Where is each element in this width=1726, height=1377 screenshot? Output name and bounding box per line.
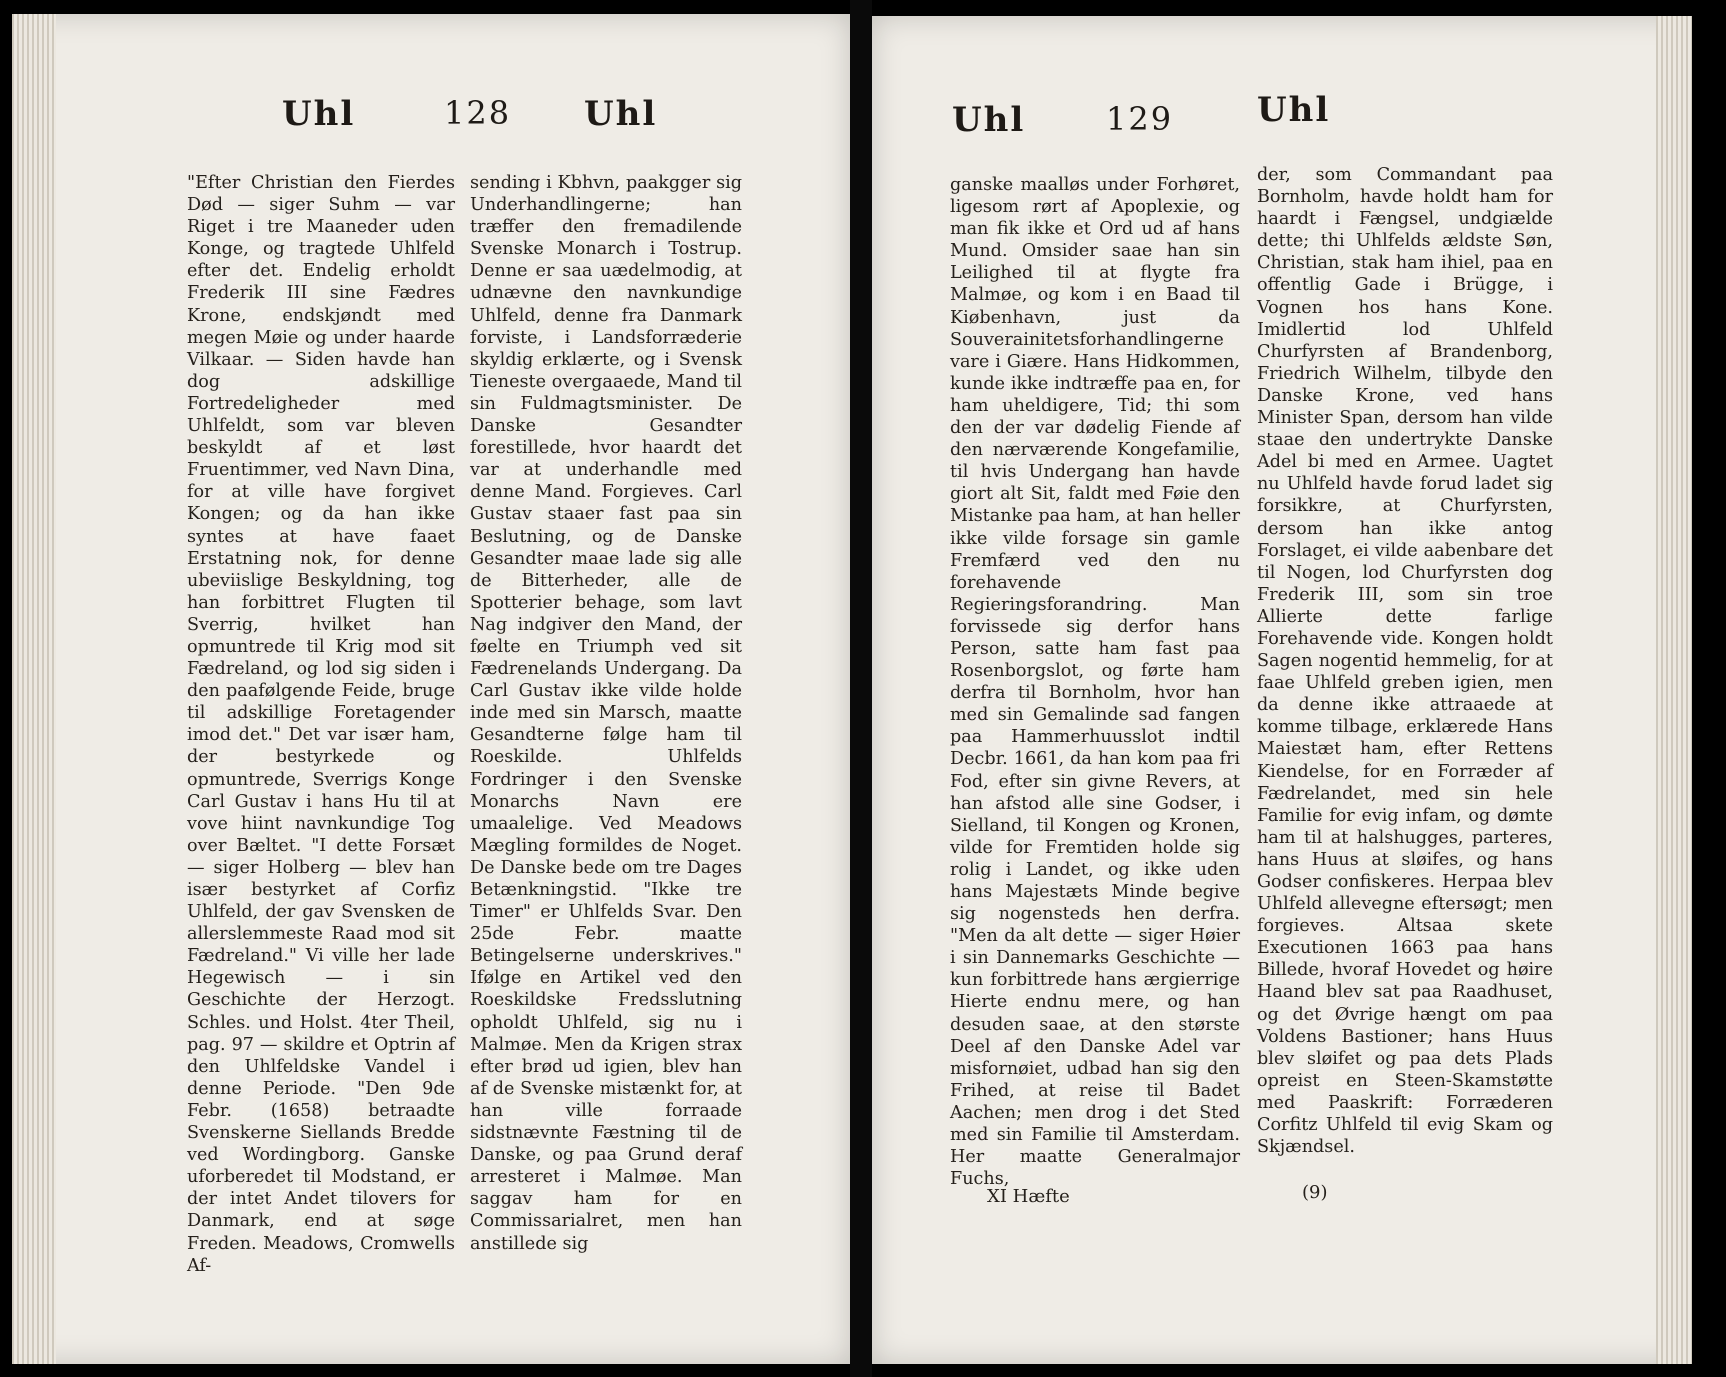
text-column-2 [470, 172, 742, 1255]
running-head-right: Uhl [584, 94, 658, 134]
page-edge-left [12, 14, 56, 1364]
text-column-1 [950, 174, 1240, 1190]
running-head-right: Uhl [1257, 90, 1331, 130]
right-page [872, 16, 1692, 1364]
column-text: "Efter Christian den Fierdes Død — siger Suhm — var Riget i tre Maaneder uden Konge, og tragtede Uhlfeld efter det. Endelig erholdt Frederik III sine Fædres Krone, endskjøndt med megen Møie og under haarde Vilkaar. — Siden havde han dog adskillige Fortredeligheder med Uhlfeldt, som var bleven beskyldt af et løst Fruentimmer, ved Navn Dina, for at ville have forgivet Kongen; og da han ikke syntes at have faaet Erstatning nok, for denne ubeviislige Beskyldning, tog han forbittret Flugten til Sverrig, hvilket han opmuntrede til Krig mod sit Fædreland, og lod sig siden i den paafølgende Feide, bruge til adskillige Foretagender imod det." Det var især ham, der bestyrkede og opmuntrede, Sverrigs Konge Carl Gustav i hans Hu til at vove hiint navnkundige Tog over Bæltet. "I dette Forsæt — siger Holberg — blev han især bestyrket af Corfiz Uhlfeld, der gav Svensken de allerslemmeste Raad mod sit Fædreland." Vi ville her lade Hegewisch — i sin Geschichte der Herzogt. Schles. und Holst. 4ter Theil, pag. 97 — skildre et Optrin af den Uhlfeldske Vandel i denne Periode. "Den 9de Febr. (1658) betraadte Svenskerne Siellands Bredde ved Wordingborg. Ganske uforberedet til Modstand, er der intet Andet tilovers for Danmark, end at søge Freden. Meadows, Cromwells Af- [187, 173, 455, 1276]
running-head-left: Uhl [952, 100, 1026, 140]
text-column-1 [187, 172, 455, 1277]
text-column-2 [1257, 164, 1553, 1158]
catchword: (9) [1302, 1182, 1328, 1203]
page-number: 128 [444, 94, 512, 132]
column-text: der, som Commandant paa Bornholm, havde holdt ham for haardt i Fængsel, undgiælde dette; thi Uhlfelds ældste Søn, Christian, stak ham ihiel, paa en offentlig Gade i Brügge, i Vognen hos hans Kone. Imidlertid lod Uhlfeld Churfyrsten af Brandenborg, Friedrich Wilhelm, tilbyde den Danske Krone, ved hans Minister Span, dersom han vilde staae den undertrykte Danske Adel bi med en Armee. Uagtet nu Uhlfeld havde forud ladet sig forsikkre, at Churfyrsten, dersom han ikke antog Forslaget, ei vilde aabenbare det til Nogen, lod Churfyrsten dog Frederik III, som sin troe Allierte dette farlige Forehavende vide. Kongen holdt Sagen nogentid hemmelig, for at faae Uhlfeld greben igien, men da denne ikke attraaede at komme tilbage, erklærede Hans Maiestæt ham, efter Rettens Kiendelse, for en Forræder af Fædrelandet, med sin hele Familie for evig infam, og dømte ham til at halshugges, parteres, hans Huus at sløifes, og hans Godser confiskeres. Herpaa blev Uhlfeld allevegne eftersøgt; men forgieves. Altsaa skete Executionen 1663 paa hans Billede, hvoraf Hovedet og høire Haand blev sat paa Raadhuset, og det Øvrige hængt om paa Voldens Bastioner; hans Huus blev sløifet og paa dets Plads opreist en Steen-Skamstøtte med Paaskrift: Forræderen Corfitz Uhlfeld til evig Skam og Skjændsel. [1257, 165, 1553, 1158]
running-head-left: Uhl [282, 94, 356, 134]
left-page [12, 14, 850, 1364]
book-gutter [850, 0, 872, 1377]
signature-mark: XI Hæfte [987, 1186, 1070, 1207]
page-number: 129 [1106, 100, 1174, 138]
page-edge-right [1656, 16, 1692, 1364]
column-text: ganske maalløs under Forhøret, ligesom rørt af Apoplexie, og man fik ikke et Ord ud af hans Mund. Omsider saae han sin Leilighed til at flygte fra Malmøe, og kom i en Baad til Kiøbenhavn, just da Souverainitetsforhandlingerne vare i Giære. Hans Hidkommen, kunde ikke indtræffe paa en, for ham uheldigere, Tid; thi som den der var dødelig Fiende af den nærværende Kongefamilie, til hvis Undergang han havde giort alt Sit, faldt med Føie den Mistanke paa ham, at han heller ikke vilde forsage sin gamle Fremfærd ved den nu forehavende Regieringsforandring. Man forvissede sig derfor hans Person, satte ham fast paa Rosenborgslot, og førte ham derfra til Bornholm, hvor han med sin Gemalinde sad fangen paa Hammerhuusslot indtil Decbr. 1661, da han kom paa fri Fod, efter sin givne Revers, at han afstod alle sine Godser, i Sielland, til Kongen og Kronen, vilde for Fremtiden holde sig rolig i Landet, og ikke uden hans Majestæts Minde begive sig nogensteds hen derfra. "Men da alt dette — siger Høier i sin Dannemarks Geschichte — kun forbittrede hans ærgierrige Hierte endnu mere, og han desuden saae, at den største Deel af den Danske Adel var misfornøiet, udbad han sig den Frihed, at reise til Badet Aachen; men drog i det Sted med sin Familie til Amsterdam. Her maatte Generalmajor Fuchs, [950, 175, 1240, 1190]
column-text: sending i Kbhvn, paakgger sig Underhandlingerne; han træffer den fremadilende Svenske Monarch i Tostrup. Denne er saa uædelmodig, at udnævne den navnkundige Uhlfeld, denne fra Danmark forviste, i Landsforræderie skyldig erklærte, og i Svensk Tieneste overgaaede, Mand til sin Fuldmagtsminister. De Danske Gesandter forestillede, hvor haardt det var at underhandle med denne Mand. Forgieves. Carl Gustav staaer fast paa sin Beslutning, og de Danske Gesandter maae lade sig alle de Bitterheder, alle de Spotterier behage, som lavt Nag indgiver den Mand, der føelte en Triumph ved sit Fædrenelands Undergang. Da Carl Gustav ikke vilde holde inde med sin Marsch, maatte Gesandterne følge ham til Roeskilde. Uhlfelds Fordringer i den Svenske Monarchs Navn ere umaalelige. Ved Meadows Mægling formildes de Noget. De Danske bede om tre Dages Betænkningstid. "Ikke tre Timer" er Uhlfelds Svar. Den 25de Febr. maatte Betingelserne underskrives." Ifølge en Artikel ved den Roeskildske Fredsslutning opholdt Uhlfeld, sig nu i Malmøe. Men da Krigen strax efter brød ud igien, blev han af de Svenske mistænkt for, at han ville forraade sidstnævnte Fæstning til de Danske, og paa Grund deraf arresteret i Malmøe. Man saggav ham for en Commissarialret, men han anstillede sig [470, 173, 742, 1254]
